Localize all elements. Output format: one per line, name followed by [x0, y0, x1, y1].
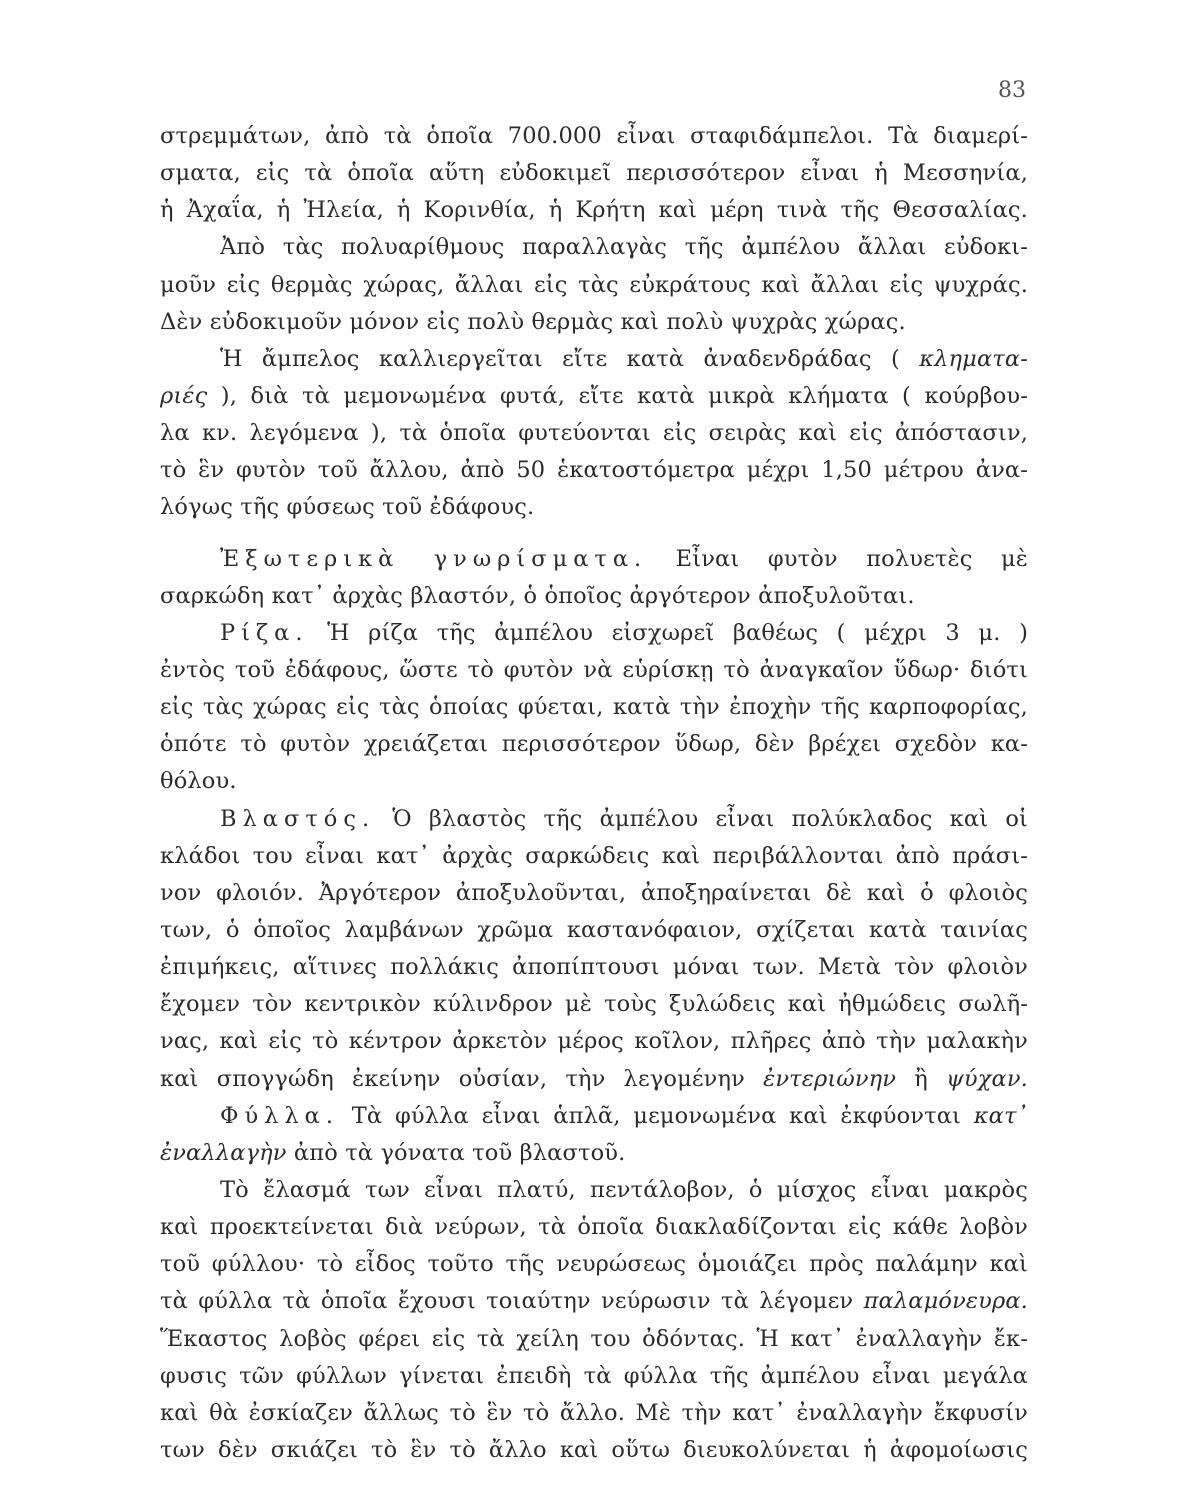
section-heading: Βλαστός.	[220, 805, 376, 832]
section-heading: Ἐξωτερικὰ γνωρίσματα.	[220, 545, 648, 572]
text-line: τὰ φύλλα τὰ ὁποῖα ἔχουσι τοιαύτην νεύρωσιν τὰ λέγομεν παλαμόνευρα.	[160, 1288, 1028, 1315]
text-line: Βλαστός. Ὁ βλαστὸς τῆς ἀμπέλου εἶναι πολύκλαδος καὶ οἱ	[220, 805, 1028, 832]
text-line: κλάδοι του εἶναι κατ᾽ ἀρχὰς σαρκώδεις καὶ περιβάλλονται ἀπὸ πράσι-	[160, 842, 1028, 869]
text-line: ἐπιμήκεις, αἵτινες πολλάκις ἀποπίπτουσι μόναι των. Μετὰ τὸν φλοιὸν	[160, 954, 1028, 981]
page-number: 83	[998, 78, 1026, 103]
text-line: ἐντὸς τοῦ ἐδάφους, ὥστε τὸ φυτὸν νὰ εὑρίσκῃ τὸ ἀναγκαῖον ὕδωρ· διότι	[160, 656, 1028, 683]
text-line: θόλου.	[160, 768, 237, 795]
text-line: λόγως τῆς φύσεως τοῦ ἐδάφους.	[160, 494, 535, 521]
text-line: εἰς τὰς χώρας εἰς τὰς ὁποίας φύεται, κατὰ τὴν ἐποχὴν τῆς καρποφορίας,	[160, 694, 1028, 721]
text-line: των, ὁ ὁποῖος λαμβάνων χρῶμα καστανόφαιον, σχίζεται κατὰ ταινίας	[160, 916, 1028, 943]
paragraph-gap	[160, 527, 1028, 541]
text-line: νας, καὶ εἰς τὸ κέντρον ἀρκετὸν μέρος κοῖλον, πλῆρες ἀπὸ τὴν μαλακὴν	[160, 1028, 1028, 1055]
text-line: Ἐξωτερικὰ γνωρίσματα. Εἶναι φυτὸν πολυετὲς μὲ	[220, 545, 1028, 572]
text-line: Δὲν εὐδοκιμοῦν μόνον εἰς πολὺ θερμὰς καὶ πολὺ ψυχρὰς χώρας.	[160, 308, 906, 335]
text-line: ὁπότε τὸ φυτὸν χρειάζεται περισσότερον ὕδωρ, δὲν βρέχει σχεδὸν κα-	[160, 731, 1028, 758]
text-line: τὸ ἓν φυτὸν τοῦ ἄλλου, ἀπὸ 50 ἑκατοστόμετρα μέχρι 1,50 μέτρου ἀνα-	[160, 457, 1028, 484]
text-line: καὶ θὰ ἐσκίαζεν ἄλλως τὸ ἓν τὸ ἄλλο. Μὲ τὴν κατ᾽ ἐναλλαγὴν ἔκφυσίν	[160, 1399, 1028, 1426]
text-line: σαρκώδη κατ᾽ ἀρχὰς βλαστόν, ὁ ὁποῖος ἀργότερον ἀποξυλοῦται.	[160, 582, 915, 609]
text-line: ἡ Ἀχαΐα, ἡ Ἠλεία, ἡ Κορινθία, ἡ Κρήτη καὶ μέρη τινὰ τῆς Θεσσαλίας.	[160, 197, 1028, 224]
text-line: των δὲν σκιάζει τὸ ἓν τὸ ἄλλο καὶ οὕτω διευκολύνεται ἡ ἀφομοίωσις	[160, 1436, 1028, 1463]
body-text	[160, 118, 1028, 1469]
section-heading: Φύλλα.	[220, 1102, 339, 1129]
text-line: στρεμμάτων, ἀπὸ τὰ ὁποῖα 700.000 εἶναι σταφιδάμπελοι. Τὰ διαμερί-	[160, 123, 1028, 149]
text-line: Τὸ ἔλασμά των εἶναι πλατύ, πεντάλοβον, ὁ μίσχος εἶναι μακρὸς	[220, 1176, 1028, 1203]
text-line: ἔχομεν τὸν κεντρικὸν κύλινδρον μὲ τοὺς ξυλώδεις καὶ ἠθμώδεις σωλῆ-	[160, 991, 1028, 1018]
text-line: καὶ προεκτείνεται διὰ νεύρων, τὰ ὁποῖα διακλαδίζονται εἰς κάθε λοβὸν	[160, 1214, 1028, 1241]
text-line: φυσις τῶν φύλλων γίνεται ἐπειδὴ τὰ φύλλα τῆς ἀμπέλου εἶναι μεγάλα	[160, 1362, 1028, 1389]
text-line: τοῦ φύλλου· τὸ εἶδος τοῦτο τῆς νευρώσεως ὁμοιάζει πρὸς παλάμην καὶ	[160, 1251, 1028, 1278]
text-line: Ἡ ἄμπελος καλλιεργεῖται εἴτε κατὰ ἀναδενδράδας ( κληματα-	[220, 345, 1028, 372]
text-line: Ἀπὸ τὰς πολυαρίθμους παραλλαγὰς τῆς ἀμπέλου ἄλλαι εὐδοκι-	[220, 234, 1028, 261]
text-line: σματα, εἰς τὰ ὁποῖα αὕτη εὐδοκιμεῖ περισσότερον εἶναι ἡ Μεσσηνία,	[160, 160, 1028, 187]
text-line: λα κν. λεγόμενα ), τὰ ὁποῖα φυτεύονται εἰς σειρὰς καὶ εἰς ἀπόστασιν,	[160, 420, 1028, 447]
text-line: Ἕκαστος λοβὸς φέρει εἰς τὰ χείλη του ὀδόντας. Ἡ κατ᾽ ἐναλλαγὴν ἔκ-	[160, 1325, 1028, 1352]
text-line: νον φλοιόν. Ἀργότερον ἀποξυλοῦνται, ἀποξηραίνεται δὲ καὶ ὁ φλοιὸς	[160, 879, 1028, 906]
text-line: ἐναλλαγὴν ἀπὸ τὰ γόνατα τοῦ βλαστοῦ.	[160, 1139, 626, 1166]
section-heading: Ρίζα.	[220, 619, 309, 646]
text-line: καὶ σπογγώδη ἐκείνην οὐσίαν, τὴν λεγομένην ἐντεριώνην ἢ ψύχαν.	[160, 1065, 1028, 1092]
text-line: Φύλλα. Τὰ φύλλα εἶναι ἁπλᾶ, μεμονωμένα καὶ ἐκφύονται κατ᾽	[220, 1102, 1028, 1129]
text-line: Ρίζα. Ἡ ρίζα τῆς ἀμπέλου εἰσχωρεῖ βαθέως ( μέχρι 3 μ. )	[220, 619, 1028, 646]
text-line: μοῦν εἰς θερμὰς χώρας, ἄλλαι εἰς τὰς εὐκράτους καὶ ἄλλαι εἰς ψυχράς.	[160, 271, 1028, 298]
text-line: ριές ), διὰ τὰ μεμονωμένα φυτά, εἴτε κατὰ μικρὰ κλήματα ( κούρβου-	[160, 382, 1028, 409]
